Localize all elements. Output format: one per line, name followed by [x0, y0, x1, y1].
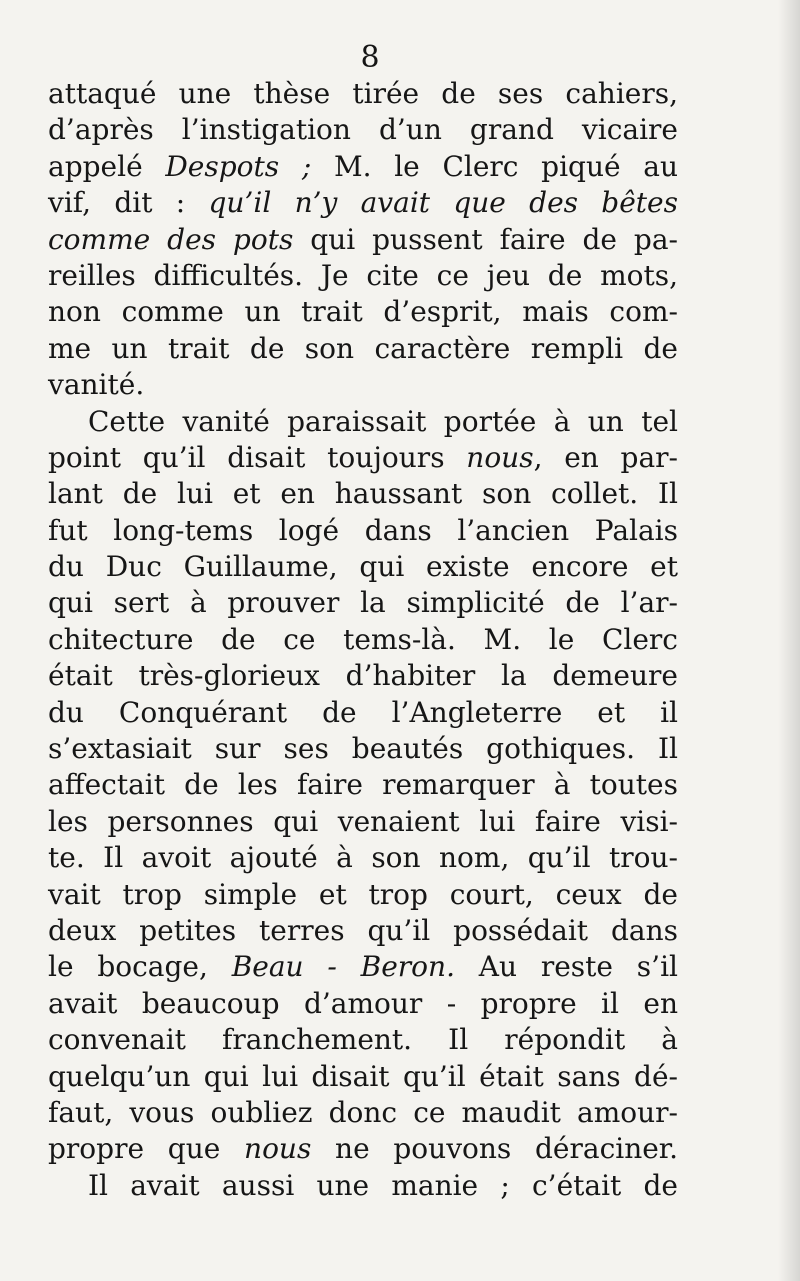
italic-text: Beau - Beron. — [231, 950, 455, 984]
text-line: avait beaucoup d’amour - propre il en — [48, 986, 678, 1020]
text-span: ne pouvons déraciner. — [311, 1132, 679, 1166]
text-span: vif, dit : — [48, 186, 209, 220]
text-line — [48, 185, 678, 221]
body-text — [48, 76, 678, 1204]
text-span: qui pussent faire de pa- — [293, 222, 678, 256]
text-line: fut long-tems logé dans l’ancien Palais — [48, 513, 678, 547]
text-line — [48, 440, 678, 476]
italic-text: nous — [244, 1132, 312, 1166]
text-span: propre que — [48, 1132, 245, 1166]
text-line: quelqu’un qui lui disait qu’il était sans dé- — [48, 1059, 678, 1093]
text-line — [48, 149, 678, 185]
text-line: faut, vous oubliez donc ce maudit amour- — [48, 1095, 678, 1129]
text-line: s’extasiait sur ses beautés gothiques. Il — [48, 732, 678, 766]
text-line: du Duc Guillaume, qui existe encore et — [48, 550, 678, 584]
text-line: reilles difficultés. Je cite ce jeu de mots, — [48, 258, 678, 292]
text-span: Au reste s’il — [454, 950, 678, 984]
text-line: vait trop simple et trop court, ceux de — [48, 877, 678, 911]
text-line: convenait franchement. Il répondit à — [48, 1023, 678, 1057]
text-line: Cette vanité paraissait portée à un tel — [88, 404, 678, 438]
text-line: chitecture de ce tems-là. M. le Clerc — [48, 622, 678, 656]
italic-text: comme des pots — [48, 222, 294, 256]
text-line: vanité. — [48, 368, 145, 402]
text-span: , en par- — [533, 440, 678, 474]
page-edge-shadow — [778, 0, 800, 1281]
text-line: les personnes qui venaient lui faire visi- — [48, 804, 678, 838]
italic-text: Despots ; — [165, 149, 312, 183]
text-line: qui sert à prouver la simplicité de l’ar- — [48, 586, 678, 620]
text-line: du Conquérant de l’Angleterre et il — [48, 695, 678, 729]
text-span: appelé — [48, 149, 166, 183]
text-line: attaqué une thèse tirée de ses cahiers, — [48, 77, 678, 110]
text-line: Il avait aussi une manie ; c’était de — [88, 1168, 678, 1202]
italic-text: nous — [466, 440, 534, 474]
text-line: était très-glorieux d’habiter la demeure — [48, 659, 678, 693]
text-span: M. le Clerc piqué au — [311, 149, 678, 183]
page-number: 8 — [360, 40, 380, 75]
text-line — [48, 1131, 678, 1167]
italic-text: qu’il n’y avait que des bêtes — [208, 186, 678, 220]
text-line: d’après l’instigation d’un grand vicaire — [48, 113, 678, 147]
text-span: le bocage, — [48, 950, 232, 984]
text-line: deux petites terres qu’il possédait dans — [48, 913, 678, 947]
text-line: lant de lui et en haussant son collet. Il — [48, 477, 678, 511]
text-line — [48, 222, 678, 258]
text-line: affectait de les faire remarquer à toutes — [48, 768, 678, 802]
text-line: te. Il avoit ajouté à son nom, qu’il trou- — [48, 841, 678, 875]
text-line: me un trait de son caractère rempli de — [48, 331, 678, 365]
text-line — [48, 949, 678, 985]
text-line: non comme un trait d’esprit, mais com- — [48, 295, 678, 329]
text-span: point qu’il disait toujours — [48, 440, 467, 474]
